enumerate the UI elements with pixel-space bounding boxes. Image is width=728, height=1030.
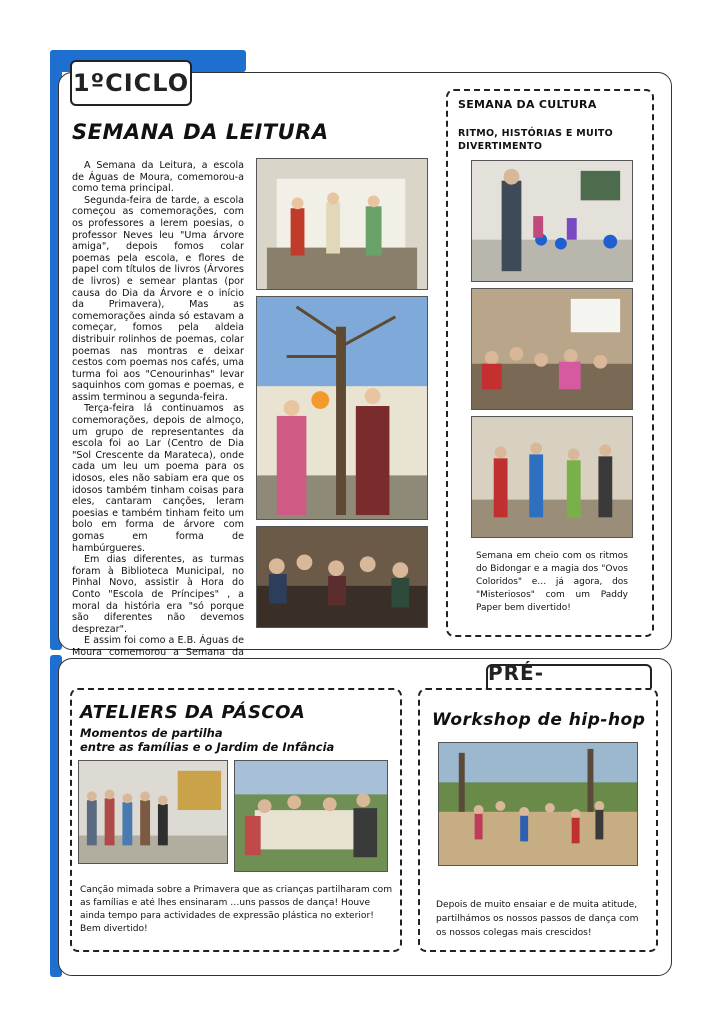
culture-week-subheading xyxy=(458,127,613,153)
photo-theater-performance xyxy=(256,158,428,290)
ateliers-subtitle xyxy=(80,726,334,754)
subheading-line: DIVERTIMENTO xyxy=(458,141,543,152)
photo-storytelling xyxy=(471,288,633,410)
primary-school-logo xyxy=(70,60,192,106)
ateliers-caption: Canção mimada sobre a Primavera que as crianças partilharam com as famílias e até lhes ensinaram …uns passos de dança! Houve ainda tempo para actividades de expressão plástica no exterior! Bem divertido! xyxy=(80,885,393,934)
photo-tree-flowers xyxy=(256,296,428,520)
reading-week-title: SEMANA DA LEITURA xyxy=(72,120,329,144)
logo-text: 1ºCICLO xyxy=(72,69,190,97)
article-paragraph: Terça-feira lá continuamos as comemorações, depois de almoço, um grupo de representantes da escola foi ao Lar (Centro de Dia "Sol Crescente da Marateca), onde cada um leu um poema para os idosos, eles não sabiam era que os idosos também tinham coisas para eles, cantaram canções, leram poesias e também tinham feito um bolo em forma de árvore com gomas em forma de hambúrgueres. xyxy=(72,403,244,554)
ateliers-title: ATELIERS DA PÁSCOA xyxy=(80,702,306,723)
article-paragraph: E assim foi como a E.B. Águas de Moura comemorou a Semana da xyxy=(72,635,244,658)
culture-week-heading: SEMANA DA CULTURA xyxy=(458,98,597,111)
article-paragraph: A Semana da Leitura, a escola de Águas de Moura, comemorou-a como tema principal. xyxy=(72,160,244,195)
subtitle-line: entre as famílias e o Jardim de Infância xyxy=(80,740,335,754)
photo-families-song xyxy=(78,760,228,864)
subtitle-line: Momentos de partilha xyxy=(80,726,223,740)
logo-text: PRÉ- xyxy=(488,661,545,685)
workshop-title: Workshop de hip-hop xyxy=(432,710,646,730)
photo-classroom-drums xyxy=(471,160,633,282)
article-paragraph: Em dias diferentes, as turmas foram à Biblioteca Municipal, no Pinhal Novo, assistir à Hora do Conto "Escola de Príncipes" , a moral da história era "só porque são diferentes não devemos desprezar". xyxy=(72,554,244,635)
workshop-caption: Depois de muito ensaiar e de muita atitude, partilhámos os nossos passos de dança com os nossos colegas mais crescidos! xyxy=(436,900,639,938)
culture-week-caption: Semana em cheio com os ritmos do Bidongar e a magia dos "Ovos Coloridos" e… já agora, dos "Misteriosos" com um Paddy Paper bem divertido! xyxy=(476,551,628,613)
photo-hiphop-circle xyxy=(438,742,638,866)
photo-outdoor-art xyxy=(234,760,388,872)
reading-week-article xyxy=(72,160,244,670)
article-paragraph: Segunda-feira de tarde, a escola começou as comemorações, com os professores a lerem poesias, o professor Neves leu "Uma árvore amiga", depois fomos colar poemas pela escola, e flores de papel com títulos de livros (Árvores de livros) e semear plantas (por causa do Dia da Árvore e o início da Primavera), Mas as comemorações ainda só estavam a começar, fomos pela aldeia distribuir rolinhos de poemas, colar poemas nas montras e deixar cestos com poemas nos cafés, uma turma foi aos "Cenourinhas" levar saquinhos com gomas e poemas, e assim terminou a segunda-feira. xyxy=(72,194,244,403)
subheading-line: RITMO, HISTÓRIAS E MUITO xyxy=(458,128,614,139)
photo-dancing-children xyxy=(471,416,633,538)
photo-elderly-home xyxy=(256,526,428,628)
